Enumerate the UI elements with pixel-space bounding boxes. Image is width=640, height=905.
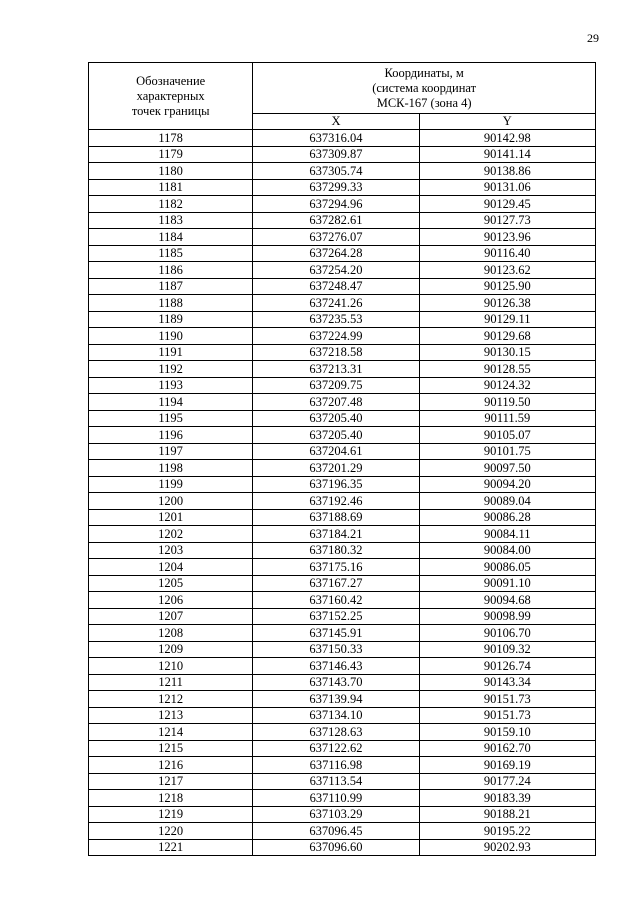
x-coordinate-cell: 637175.16 bbox=[253, 559, 419, 576]
x-coordinate-cell: 637235.53 bbox=[253, 311, 419, 328]
x-coordinate-cell: 637224.99 bbox=[253, 328, 419, 345]
x-coordinate-cell: 637150.33 bbox=[253, 641, 419, 658]
table-row bbox=[89, 592, 596, 609]
point-id-cell: 1213 bbox=[89, 707, 253, 724]
table-row bbox=[89, 229, 596, 246]
table-row bbox=[89, 509, 596, 526]
point-id-cell: 1209 bbox=[89, 641, 253, 658]
table-row bbox=[89, 575, 596, 592]
x-coordinate-cell: 637204.61 bbox=[253, 443, 419, 460]
point-id-cell: 1205 bbox=[89, 575, 253, 592]
point-id-cell: 1191 bbox=[89, 344, 253, 361]
point-id-cell: 1221 bbox=[89, 839, 253, 856]
y-coordinate-cell: 90094.20 bbox=[419, 476, 595, 493]
y-coordinate-cell: 90128.55 bbox=[419, 361, 595, 378]
point-id-cell: 1204 bbox=[89, 559, 253, 576]
y-coordinate-cell: 90151.73 bbox=[419, 707, 595, 724]
x-coordinate-cell: 637196.35 bbox=[253, 476, 419, 493]
point-id-cell: 1195 bbox=[89, 410, 253, 427]
y-coordinate-cell: 90125.90 bbox=[419, 278, 595, 295]
x-coordinate-cell: 637139.94 bbox=[253, 691, 419, 708]
point-id-cell: 1212 bbox=[89, 691, 253, 708]
y-coordinate-cell: 90188.21 bbox=[419, 806, 595, 823]
point-id-cell: 1192 bbox=[89, 361, 253, 378]
x-coordinate-cell: 637316.04 bbox=[253, 130, 419, 147]
y-coordinate-cell: 90131.06 bbox=[419, 179, 595, 196]
table-body bbox=[89, 130, 596, 856]
x-coordinate-cell: 637294.96 bbox=[253, 196, 419, 213]
point-id-cell: 1178 bbox=[89, 130, 253, 147]
x-coordinate-cell: 637152.25 bbox=[253, 608, 419, 625]
y-coordinate-cell: 90084.00 bbox=[419, 542, 595, 559]
table-row bbox=[89, 377, 596, 394]
y-coordinate-cell: 90123.96 bbox=[419, 229, 595, 246]
x-coordinate-cell: 637180.32 bbox=[253, 542, 419, 559]
table-row bbox=[89, 410, 596, 427]
x-coordinate-cell: 637103.29 bbox=[253, 806, 419, 823]
x-coordinate-cell: 637213.31 bbox=[253, 361, 419, 378]
point-id-cell: 1184 bbox=[89, 229, 253, 246]
table-row bbox=[89, 427, 596, 444]
page-number: 29 bbox=[587, 31, 599, 45]
table-row bbox=[89, 658, 596, 675]
x-coordinate-cell: 637305.74 bbox=[253, 163, 419, 180]
y-coordinate-cell: 90177.24 bbox=[419, 773, 595, 790]
y-coordinate-cell: 90126.38 bbox=[419, 295, 595, 312]
x-coordinate-cell: 637218.58 bbox=[253, 344, 419, 361]
table-row bbox=[89, 608, 596, 625]
table-row bbox=[89, 262, 596, 279]
table-row bbox=[89, 394, 596, 411]
table-row bbox=[89, 526, 596, 543]
table-row bbox=[89, 212, 596, 229]
x-coordinate-cell: 637184.21 bbox=[253, 526, 419, 543]
table-row bbox=[89, 179, 596, 196]
x-coordinate-cell: 637188.69 bbox=[253, 509, 419, 526]
point-id-cell: 1208 bbox=[89, 625, 253, 642]
table-row bbox=[89, 344, 596, 361]
point-id-cell: 1218 bbox=[89, 790, 253, 807]
table-row bbox=[89, 311, 596, 328]
y-coordinate-cell: 90126.74 bbox=[419, 658, 595, 675]
point-id-cell: 1182 bbox=[89, 196, 253, 213]
x-coordinate-cell: 637128.63 bbox=[253, 724, 419, 741]
y-coordinate-cell: 90143.34 bbox=[419, 674, 595, 691]
x-coordinate-cell: 637299.33 bbox=[253, 179, 419, 196]
y-coordinate-cell: 90124.32 bbox=[419, 377, 595, 394]
table-row bbox=[89, 641, 596, 658]
table-row bbox=[89, 773, 596, 790]
table-row bbox=[89, 740, 596, 757]
point-id-cell: 1198 bbox=[89, 460, 253, 477]
table-row bbox=[89, 757, 596, 774]
table-row bbox=[89, 278, 596, 295]
point-id-cell: 1183 bbox=[89, 212, 253, 229]
table-row bbox=[89, 493, 596, 510]
x-coordinate-cell: 637167.27 bbox=[253, 575, 419, 592]
table-row bbox=[89, 163, 596, 180]
table-row bbox=[89, 559, 596, 576]
point-designation-header: Обозначение характерных точек границы bbox=[89, 63, 253, 130]
point-id-cell: 1185 bbox=[89, 245, 253, 262]
point-id-cell: 1214 bbox=[89, 724, 253, 741]
table-row bbox=[89, 476, 596, 493]
point-id-cell: 1190 bbox=[89, 328, 253, 345]
y-coordinate-cell: 90159.10 bbox=[419, 724, 595, 741]
point-id-cell: 1189 bbox=[89, 311, 253, 328]
x-coordinate-cell: 637276.07 bbox=[253, 229, 419, 246]
table-row bbox=[89, 295, 596, 312]
table-row bbox=[89, 130, 596, 147]
point-id-cell: 1211 bbox=[89, 674, 253, 691]
x-coordinate-cell: 637134.10 bbox=[253, 707, 419, 724]
x-coordinate-cell: 637309.87 bbox=[253, 146, 419, 163]
x-coordinate-cell: 637241.26 bbox=[253, 295, 419, 312]
table-row bbox=[89, 823, 596, 840]
x-coordinate-cell: 637116.98 bbox=[253, 757, 419, 774]
point-id-cell: 1217 bbox=[89, 773, 253, 790]
y-coordinate-cell: 90089.04 bbox=[419, 493, 595, 510]
point-id-cell: 1203 bbox=[89, 542, 253, 559]
point-id-cell: 1199 bbox=[89, 476, 253, 493]
y-coordinate-cell: 90119.50 bbox=[419, 394, 595, 411]
point-id-cell: 1201 bbox=[89, 509, 253, 526]
table-row bbox=[89, 724, 596, 741]
x-coordinate-cell: 637192.46 bbox=[253, 493, 419, 510]
x-coordinate-cell: 637201.29 bbox=[253, 460, 419, 477]
x-coordinate-cell: 637209.75 bbox=[253, 377, 419, 394]
point-id-cell: 1187 bbox=[89, 278, 253, 295]
x-coordinate-cell: 637096.60 bbox=[253, 839, 419, 856]
table-row bbox=[89, 839, 596, 856]
y-coordinate-cell: 90086.28 bbox=[419, 509, 595, 526]
x-coordinate-cell: 637248.47 bbox=[253, 278, 419, 295]
x-coordinate-cell: 637254.20 bbox=[253, 262, 419, 279]
table-row bbox=[89, 460, 596, 477]
y-column-header: Y bbox=[419, 114, 595, 130]
table-row bbox=[89, 707, 596, 724]
y-coordinate-cell: 90138.86 bbox=[419, 163, 595, 180]
y-coordinate-cell: 90151.73 bbox=[419, 691, 595, 708]
y-coordinate-cell: 90105.07 bbox=[419, 427, 595, 444]
x-coordinate-cell: 637205.40 bbox=[253, 410, 419, 427]
y-coordinate-cell: 90130.15 bbox=[419, 344, 595, 361]
point-id-cell: 1215 bbox=[89, 740, 253, 757]
y-coordinate-cell: 90127.73 bbox=[419, 212, 595, 229]
y-coordinate-cell: 90106.70 bbox=[419, 625, 595, 642]
x-coordinate-cell: 637145.91 bbox=[253, 625, 419, 642]
table-row bbox=[89, 245, 596, 262]
table-row bbox=[89, 542, 596, 559]
point-id-cell: 1194 bbox=[89, 394, 253, 411]
x-coordinate-cell: 637282.61 bbox=[253, 212, 419, 229]
x-coordinate-cell: 637110.99 bbox=[253, 790, 419, 807]
y-coordinate-cell: 90109.32 bbox=[419, 641, 595, 658]
y-coordinate-cell: 90101.75 bbox=[419, 443, 595, 460]
y-coordinate-cell: 90097.50 bbox=[419, 460, 595, 477]
x-coordinate-cell: 637122.62 bbox=[253, 740, 419, 757]
x-coordinate-cell: 637207.48 bbox=[253, 394, 419, 411]
coordinates-table bbox=[88, 62, 596, 856]
x-coordinate-cell: 637205.40 bbox=[253, 427, 419, 444]
point-id-cell: 1200 bbox=[89, 493, 253, 510]
point-id-cell: 1196 bbox=[89, 427, 253, 444]
x-coordinate-cell: 637146.43 bbox=[253, 658, 419, 675]
y-coordinate-cell: 90116.40 bbox=[419, 245, 595, 262]
x-column-header: X bbox=[253, 114, 419, 130]
x-coordinate-cell: 637143.70 bbox=[253, 674, 419, 691]
y-coordinate-cell: 90202.93 bbox=[419, 839, 595, 856]
y-coordinate-cell: 90091.10 bbox=[419, 575, 595, 592]
point-id-cell: 1186 bbox=[89, 262, 253, 279]
y-coordinate-cell: 90123.62 bbox=[419, 262, 595, 279]
y-coordinate-cell: 90162.70 bbox=[419, 740, 595, 757]
table-row bbox=[89, 625, 596, 642]
point-id-cell: 1206 bbox=[89, 592, 253, 609]
y-coordinate-cell: 90111.59 bbox=[419, 410, 595, 427]
coordinates-header: Координаты, м (система координат МСК-167 (зона 4) bbox=[253, 63, 596, 114]
point-id-cell: 1220 bbox=[89, 823, 253, 840]
point-id-cell: 1180 bbox=[89, 163, 253, 180]
y-coordinate-cell: 90142.98 bbox=[419, 130, 595, 147]
table-row bbox=[89, 196, 596, 213]
point-id-cell: 1193 bbox=[89, 377, 253, 394]
table-row bbox=[89, 146, 596, 163]
y-coordinate-cell: 90195.22 bbox=[419, 823, 595, 840]
x-coordinate-cell: 637096.45 bbox=[253, 823, 419, 840]
point-id-cell: 1219 bbox=[89, 806, 253, 823]
point-id-cell: 1188 bbox=[89, 295, 253, 312]
table-row bbox=[89, 361, 596, 378]
point-id-cell: 1197 bbox=[89, 443, 253, 460]
y-coordinate-cell: 90169.19 bbox=[419, 757, 595, 774]
x-coordinate-cell: 637264.28 bbox=[253, 245, 419, 262]
point-id-cell: 1207 bbox=[89, 608, 253, 625]
y-coordinate-cell: 90183.39 bbox=[419, 790, 595, 807]
table-row bbox=[89, 790, 596, 807]
table-row bbox=[89, 691, 596, 708]
point-id-cell: 1179 bbox=[89, 146, 253, 163]
point-id-cell: 1210 bbox=[89, 658, 253, 675]
y-coordinate-cell: 90086.05 bbox=[419, 559, 595, 576]
y-coordinate-cell: 90141.14 bbox=[419, 146, 595, 163]
x-coordinate-cell: 637113.54 bbox=[253, 773, 419, 790]
y-coordinate-cell: 90129.68 bbox=[419, 328, 595, 345]
point-id-cell: 1202 bbox=[89, 526, 253, 543]
table-row bbox=[89, 328, 596, 345]
table-row bbox=[89, 443, 596, 460]
x-coordinate-cell: 637160.42 bbox=[253, 592, 419, 609]
point-id-cell: 1181 bbox=[89, 179, 253, 196]
table-row bbox=[89, 806, 596, 823]
y-coordinate-cell: 90084.11 bbox=[419, 526, 595, 543]
point-id-cell: 1216 bbox=[89, 757, 253, 774]
table-row bbox=[89, 674, 596, 691]
y-coordinate-cell: 90098.99 bbox=[419, 608, 595, 625]
y-coordinate-cell: 90129.45 bbox=[419, 196, 595, 213]
y-coordinate-cell: 90094.68 bbox=[419, 592, 595, 609]
y-coordinate-cell: 90129.11 bbox=[419, 311, 595, 328]
